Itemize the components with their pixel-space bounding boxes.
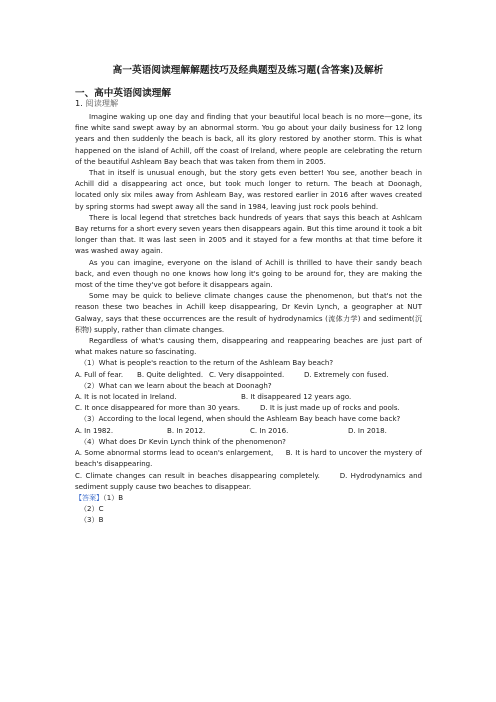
question-label: [75, 98, 118, 109]
paragraph: Some may be quick to believe climate changes cause the phenomenon, but that's not the reason these two beaches in Achill keep disappearing, Dr Kevin Lynch, a geographer at NUT Galway, says that these occurrences are the result of hydrodynamics (流体力学) and sediment(沉积物) supply, rather than climate changes.: [75, 291, 422, 334]
answer-label: 【答案】: [75, 492, 104, 502]
paragraph: That in itself is unusual enough, but the story gets even better! You see, another beach in Achill did a disappearing act once, but took much longer to return. The beach at Doonagh, located only six miles away from Ashleam Bay, was restored earlier in 2016 after waves created by spring storms had swept away all the sand in 1984, leaving just rock pools behind.: [75, 168, 422, 211]
page-title: 高一英语阅读理解解题技巧及经典题型及练习题(含答案)及解析: [112, 65, 384, 76]
question-stem: （3）According to the local legend, when should the Ashleam Bay beach have come back?: [80, 414, 401, 424]
option-row: [75, 470, 422, 492]
option-b: B. In 2012.: [167, 425, 206, 435]
question-stem: （1）What is people's reaction to the return of the Ashleam Bay beach?: [80, 358, 334, 368]
answer-item: （1）B: [103, 492, 124, 502]
question-3: [75, 413, 422, 435]
question-number: 1.: [75, 98, 83, 108]
option-b: B. It is hard to uncover the mystery of beach's disappearing.: [75, 448, 422, 469]
question-1: [75, 357, 422, 379]
option-row: [75, 425, 422, 436]
option-d: D. In 2018.: [348, 425, 387, 435]
question-type: 阅读理解: [85, 98, 119, 108]
paragraph: As you can imagine, everyone on the island of Achill is thrilled to have their sandy beach back, and even though no one knows how long it's going to be around for, they are making the most of the time they've got before it disappears again.: [75, 257, 422, 290]
option-a: A. It is not located in Ireland.: [75, 392, 177, 402]
passage-body: [75, 111, 422, 526]
option-row: [75, 369, 422, 380]
option-c: C. It once disappeared for more than 30 years.: [75, 403, 241, 413]
section-heading: 一、高中英语阅读理解: [75, 88, 171, 99]
option-row: [75, 402, 422, 413]
answer-item: （2）C: [80, 504, 104, 514]
option-a: A. Full of fear.: [75, 369, 124, 379]
paragraph: Imagine waking up one day and finding that your beautiful local beach is no more—gone, its fine white sand swept away by an abnormal storm. You go about your daily business for 12 long years and then suddenly the beach is back, all its glory restored by another storm. This is what happened on the island of Achill, off the coast of Ireland, where people are celebrating the return of the beautiful Ashleam Bay beach that was taken from them in 2005.: [75, 112, 422, 166]
option-c: C. Climate changes can result in beaches disappearing completely.: [75, 470, 320, 480]
option-a: A. Some abnormal storms lead to ocean's enlargement,: [75, 448, 274, 458]
answer-line: [75, 492, 422, 503]
paragraph: Regardless of what's causing them, disappearing and reappearing beaches are just part of what makes nature so fascinating.: [75, 336, 422, 357]
option-c: C. In 2016.: [250, 425, 289, 435]
option-c: C. Very disappointed.: [209, 369, 285, 379]
answer-block: [75, 492, 422, 526]
option-b: B. Quite delighted.: [137, 369, 204, 379]
question-2: [75, 380, 422, 414]
answer-item: （3）B: [80, 515, 104, 525]
question-stem: （4）What does Dr Kevin Lynch think of the phenomenon?: [80, 436, 286, 446]
option-row: [75, 391, 422, 402]
question-stem: （2）What can we learn about the beach at Doonagh?: [80, 380, 272, 390]
option-d: D. Extremely con fused.: [304, 369, 389, 379]
option-d: D. It is just made up of rocks and pools.: [260, 403, 400, 413]
question-4: [75, 436, 422, 492]
paragraph: There is local legend that stretches back hundreds of years that says this beach at Ashlcam Bay returns for a short every seven years then disappears again. But this time around it took a bit longer than that. It was last seen in 2005 and it stayed for a few months at that time before it was washed away again.: [75, 212, 422, 256]
option-b: B. It disappeared 12 years ago.: [241, 392, 352, 402]
option-a: A. In 1982.: [75, 425, 114, 435]
option-row: [75, 447, 422, 469]
option-d: D. Hydrodynamics and sediment supply cause two beaches to disappear.: [75, 470, 423, 491]
